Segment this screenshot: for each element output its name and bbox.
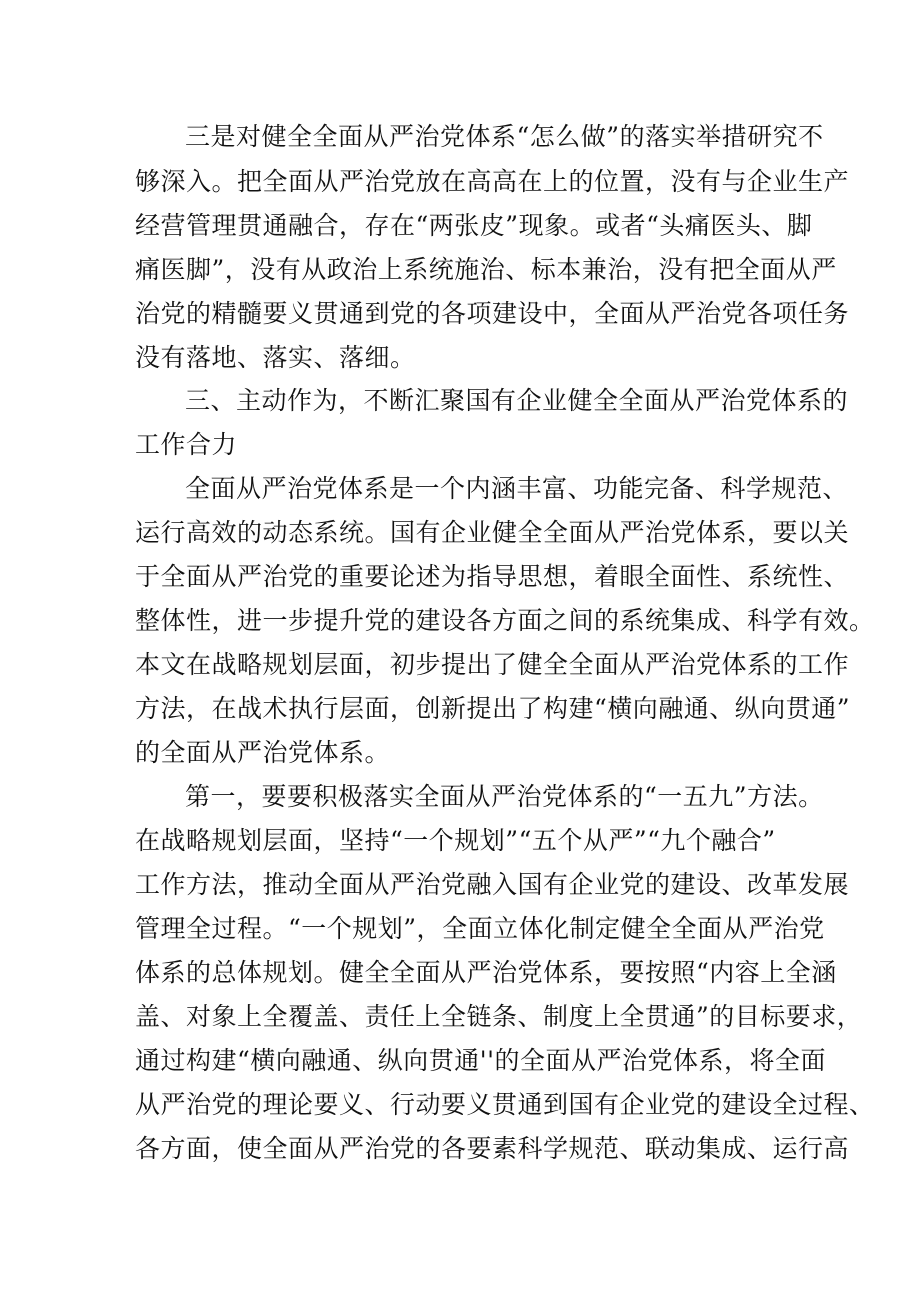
heading-text: 工作合力 — [135, 430, 238, 459]
paragraph-2-line-4 — [0, 599, 920, 643]
text-line: 从严治党的理论要义、行动要义贯通到国有企业党的建设全过程、 — [135, 1090, 875, 1119]
text-line: 本文在战略规划层面，初步提出了健全全面从严治党体系的工作 — [135, 650, 850, 679]
paragraph-3-line-4 — [0, 907, 920, 951]
heading-text: 三、主动作为，不断汇聚国有企业健全全面从严治党体系的 — [185, 386, 849, 415]
paragraph-1-line-1 — [0, 115, 920, 159]
text-line: 各方面，使全面从严治党的各要素科学规范、联动集成、运行高 — [135, 1134, 850, 1163]
paragraph-2-line-7 — [0, 731, 920, 775]
text-line: 于全面从严治党的重要论述为指导思想，着眼全面性、系统性、 — [135, 562, 850, 591]
text-line: 工作方法，推动全面从严治党融入国有企业党的建设、改革发展 — [135, 870, 850, 899]
paragraph-2-line-5 — [0, 643, 920, 687]
section-heading-line-1 — [0, 379, 920, 423]
paragraph-3-line-3 — [0, 863, 920, 907]
paragraph-2-line-6 — [0, 687, 920, 731]
text-line: 方法，在战术执行层面，创新提出了构建“横向融通、纵向贯通” — [135, 694, 851, 723]
paragraph-3-line-8 — [0, 1083, 920, 1127]
paragraph-3-line-2 — [0, 819, 920, 863]
text-line: 够深入。把全面从严治党放在高高在上的位置，没有与企业生产 — [135, 167, 850, 196]
paragraph-3-line-6 — [0, 995, 920, 1039]
text-line: 三是对健全全面从严治党体系“怎么做”的落实举措研究不 — [185, 122, 824, 151]
text-line: 痛医脚”，没有从政治上系统施治、标本兼治，没有把全面从严 — [135, 255, 837, 284]
paragraph-3-line-5 — [0, 951, 920, 995]
text-line: 的全面从严治党体系。 — [135, 738, 391, 767]
text-line: 通过构建“横向融通、纵向贯通''的全面从严治党体系，将全面 — [135, 1046, 827, 1075]
paragraph-3-line-7 — [0, 1039, 920, 1083]
text-line: 运行高效的动态系统。国有企业健全全面从严治党体系，要以关 — [135, 518, 850, 547]
text-line: 整体性，进一步提升党的建设各方面之间的系统集成、科学有效。 — [135, 606, 875, 635]
text-line: 体系的总体规划。健全全面从严治党体系，要按照“内容上全涵 — [135, 958, 837, 987]
paragraph-1-line-5 — [0, 292, 920, 336]
paragraph-2-line-1 — [0, 467, 920, 511]
paragraph-3-line-1 — [0, 775, 920, 819]
paragraph-2-line-2 — [0, 511, 920, 555]
paragraph-1-line-6 — [0, 336, 920, 380]
text-line: 全面从严治党体系是一个内涵丰富、功能完备、科学规范、 — [185, 474, 849, 503]
text-line: 没有落地、落实、落细。 — [135, 343, 416, 372]
text-line: 在战略规划层面，坚持“一个规划”“五个从严”“九个融合” — [135, 826, 776, 855]
paragraph-3-line-9 — [0, 1127, 920, 1171]
paragraph-1-line-2 — [0, 160, 920, 204]
text-line: 第一，要要积极落实全面从严治党体系的“一五九”方法。 — [185, 782, 824, 811]
text-line: 盖、对象上全覆盖、责任上全链条、制度上全贯通”的目标要求， — [135, 1002, 863, 1031]
text-line: 管理全过程。“一个规划”，全面立体化制定健全全面从严治党 — [135, 914, 825, 943]
paragraph-1-line-4 — [0, 248, 920, 292]
section-heading-line-2 — [0, 423, 920, 467]
paragraph-2-line-3 — [0, 555, 920, 599]
text-line: 治党的精髓要义贯通到党的各项建设中，全面从严治党各项任务 — [135, 299, 850, 328]
paragraph-1-line-3 — [0, 204, 920, 248]
text-line: 经营管理贯通融合，存在“两张皮”现象。或者“头痛医头、脚 — [135, 211, 813, 240]
